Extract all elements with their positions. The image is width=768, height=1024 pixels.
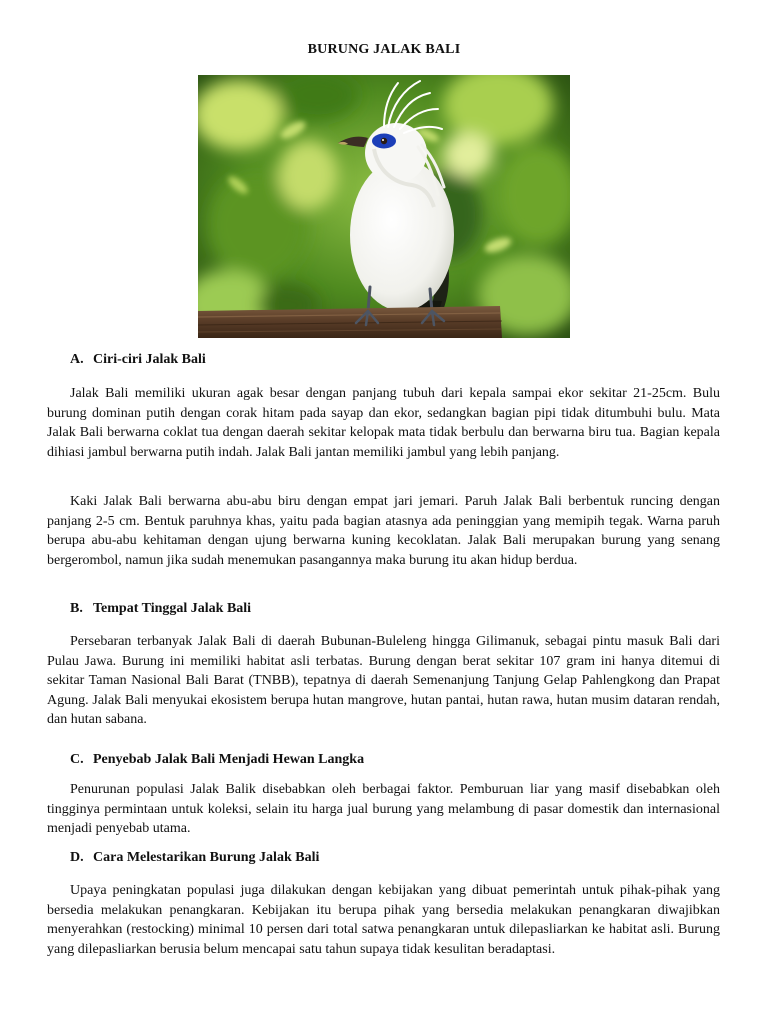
paragraph-b-1: Persebaran terbanyak Jalak Bali di daerah Bubunan-Buleleng hingga Gilimanuk, sebagai pintu masuk Bali dari Pulau Jawa. Burung ini memiliki habitat asli terbatas. Burung dengan berat sekitar 107 gram ini hanya ditemui di sekitar Taman Nasional Bali Barat (TNBB), tepatnya di daerah Semenanjung Tanjung Gelap Pahlengkong dan Prapat Agung. Jalak Bali menyukai ekosistem berupa hutan mangrove, hutan pantai, hutan rawa, hutan musim dataran rendah, dan hutan sabana. (47, 634, 720, 727)
section-heading-a: A. Ciri-ciri Jalak Bali (70, 352, 206, 367)
paragraph-a-1: Jalak Bali memiliki ukuran agak besar dengan panjang tubuh dari kepala sampai ekor sekitar 21-25cm. Bulu burung dominan putih dengan corak hitam pada sayap dan ekor, sedangkan bagian pipi tidak ditumbuhi bulu. Mata Jalak Bali berwarna coklat tua dengan daerah sekitar kelopak mata tidak berbulu dan berwarna biru tua. Bagian kepala dihiasi jambul berwarna putih indah. Jalak Bali jantan memiliki jambul yang lebih panjang. (47, 386, 720, 460)
section-heading-b: B. Tempat Tinggal Jalak Bali (70, 601, 252, 616)
document-title: BURUNG JALAK BALI (307, 42, 461, 57)
paragraph-c-1: Penurunan populasi Jalak Balik disebabkan oleh berbagai faktor. Pemburuan liar yang masif disebabkan oleh tingginya permintaan untuk koleksi, selain itu harga jual burung yang melambung di pasar domestik dan internasional menjadi penyebab utama. (47, 782, 720, 836)
paragraph-a-2: Kaki Jalak Bali berwarna abu-abu biru dengan empat jari jemari. Paruh Jalak Bali berbentuk runcing dengan panjang 2-5 cm. Bentuk paruhnya khas, yaitu pada bagian atasnya ada peninggian yang memipih tegak. Warna paruh berupa abu-abu kehitaman dengan ujung berwarna kuning kecoklatan. Jalak Bali merupakan burung yang senang bergerombol, namun jika sudah menemukan pasangannya maka burung itu akan hidup berdua. (47, 494, 720, 568)
section-heading-c: C. Penyebab Jalak Bali Menjadi Hewan Langka (70, 752, 365, 767)
bali-starling-photo (198, 75, 570, 338)
section-heading-d: D. Cara Melestarikan Burung Jalak Bali (70, 850, 320, 865)
paragraph-d-1: Upaya peningkatan populasi juga dilakukan dengan kebijakan yang dibuat pemerintah untuk pihak-pihak yang bersedia melakukan penangkaran. Kebijakan itu berupa pihak yang bersedia melakukan penangkaran diwajibkan menyerahkan (restocking) minimal 10 persen dari total satwa penangkaran untuk dilepasliarkan ke habitat asli. Burung yang dilepasliarkan berusia belum mencapai satu tahun supaya tidak kesulitan beradaptasi. (47, 883, 720, 957)
